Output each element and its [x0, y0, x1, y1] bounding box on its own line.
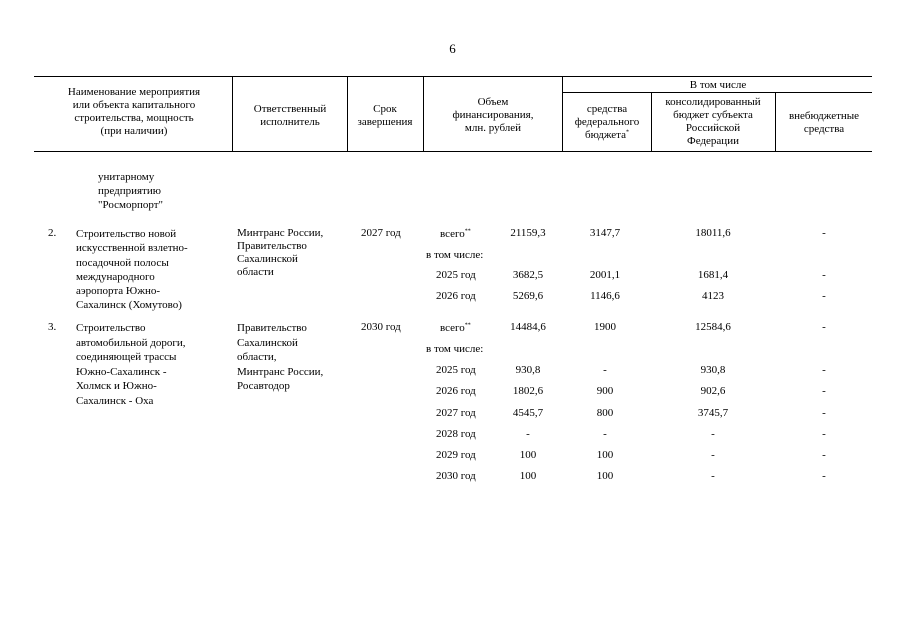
funding-volume: -	[526, 428, 530, 440]
header-federal-mark: *	[626, 129, 629, 136]
header-divider	[232, 76, 233, 151]
funding-federal: 3147,7	[589, 227, 621, 239]
row-deadline: 2027 год	[361, 227, 401, 239]
header-federal	[564, 103, 650, 142]
funding-volume: 1802,6	[512, 385, 544, 397]
row-executor: Минтранс России, Правительство Сахалинской области	[237, 227, 324, 278]
funding-label: 2030 год	[436, 470, 476, 482]
funding-label-text: всего	[440, 228, 465, 240]
funding-consolidated: -	[711, 428, 715, 440]
funding-federal: 2001,1	[589, 269, 621, 281]
funding-extrabudget: -	[822, 428, 826, 440]
footnote-mark: **	[464, 228, 471, 235]
funding-extrabudget: -	[822, 321, 826, 333]
funding-volume: 3682,5	[512, 269, 544, 281]
header-volume: Объем финансирования, млн. рублей	[452, 96, 534, 134]
header-name: Наименование мероприятия или объекта капитального строительства, мощность (при наличии)	[67, 86, 201, 137]
funding-label: 2028 год	[436, 428, 476, 440]
funding-volume: 4545,7	[512, 407, 544, 419]
funding-federal: -	[603, 428, 607, 440]
funding-label: 2026 год	[436, 385, 476, 397]
header-consolidated: консолидированный бюджет субъекта Российской Федерации	[665, 96, 761, 147]
funding-federal: 1900	[594, 321, 616, 333]
funding-extrabudget: -	[822, 227, 826, 239]
header-deadline: Срок завершения	[357, 103, 413, 128]
row-number: 3.	[48, 321, 57, 333]
funding-federal: 1146,6	[590, 290, 620, 302]
funding-label: 2027 год	[436, 407, 476, 419]
header-executor: Ответственный исполнитель	[253, 103, 327, 128]
funding-consolidated: 3745,7	[697, 407, 729, 419]
funding-volume: 14484,6	[510, 321, 546, 333]
header-federal-text: средства федерального бюджета	[574, 103, 640, 141]
row-deadline: 2030 год	[361, 321, 401, 333]
funding-consolidated: 1681,4	[697, 269, 729, 281]
funding-extrabudget: -	[822, 364, 826, 376]
row-executor: Правительство Сахалинской области, Минтранс России, Росавтодор	[237, 322, 324, 392]
funding-extrabudget: -	[822, 385, 826, 397]
funding-volume: 21159,3	[510, 227, 546, 239]
funding-including-label: в том числе:	[426, 249, 484, 261]
page-number: 6	[449, 41, 456, 56]
funding-volume: 5269,6	[512, 290, 544, 302]
funding-extrabudget: -	[822, 407, 826, 419]
funding-federal: -	[603, 364, 607, 376]
funding-consolidated: 4123	[702, 290, 724, 302]
funding-including-label: в том числе:	[426, 343, 484, 355]
funding-federal: 100	[596, 449, 614, 461]
funding-extrabudget: -	[822, 449, 826, 461]
header-extrabudget: внебюджетные средства	[788, 110, 860, 135]
funding-label	[440, 322, 471, 335]
header-divider	[562, 76, 563, 151]
funding-consolidated: 902,6	[700, 385, 726, 397]
header-divider	[423, 76, 424, 151]
funding-label	[440, 228, 471, 241]
funding-extrabudget: -	[822, 470, 826, 482]
funding-label-text: всего	[440, 322, 465, 334]
continuation-text: унитарному предприятию "Росморпорт"	[98, 171, 163, 211]
header-bottom-rule	[34, 151, 872, 152]
funding-consolidated: 12584,6	[695, 321, 731, 333]
funding-label: 2025 год	[436, 269, 476, 281]
funding-volume: 100	[519, 449, 537, 461]
footnote-mark: **	[464, 322, 471, 329]
row-name: Строительство автомобильной дороги, соединяющей трассы Южно-Сахалинск - Холмск и Южно- Сахалинск - Оха	[76, 322, 186, 407]
header-divider	[775, 92, 776, 151]
header-including: В том числе	[689, 79, 747, 91]
funding-federal: 900	[596, 385, 614, 397]
funding-extrabudget: -	[822, 290, 826, 302]
header-divider	[347, 76, 348, 151]
funding-extrabudget: -	[822, 269, 826, 281]
funding-federal: 100	[596, 470, 614, 482]
funding-consolidated: -	[711, 470, 715, 482]
funding-volume: 100	[519, 470, 537, 482]
funding-label: 2026 год	[436, 290, 476, 302]
funding-consolidated: 930,8	[700, 364, 726, 376]
funding-federal: 800	[596, 407, 614, 419]
including-rule	[562, 92, 872, 93]
row-number: 2.	[48, 227, 57, 239]
header-top-rule	[34, 76, 872, 77]
funding-label: 2025 год	[436, 364, 476, 376]
funding-volume: 930,8	[515, 364, 541, 376]
funding-consolidated: 18011,6	[695, 227, 731, 239]
row-name: Строительство новой искусственной взлетно- посадочной полосы международного аэропорта Южно- Сахалинск (Хомутово)	[76, 228, 188, 312]
funding-label: 2029 год	[436, 449, 476, 461]
funding-consolidated: -	[711, 449, 715, 461]
